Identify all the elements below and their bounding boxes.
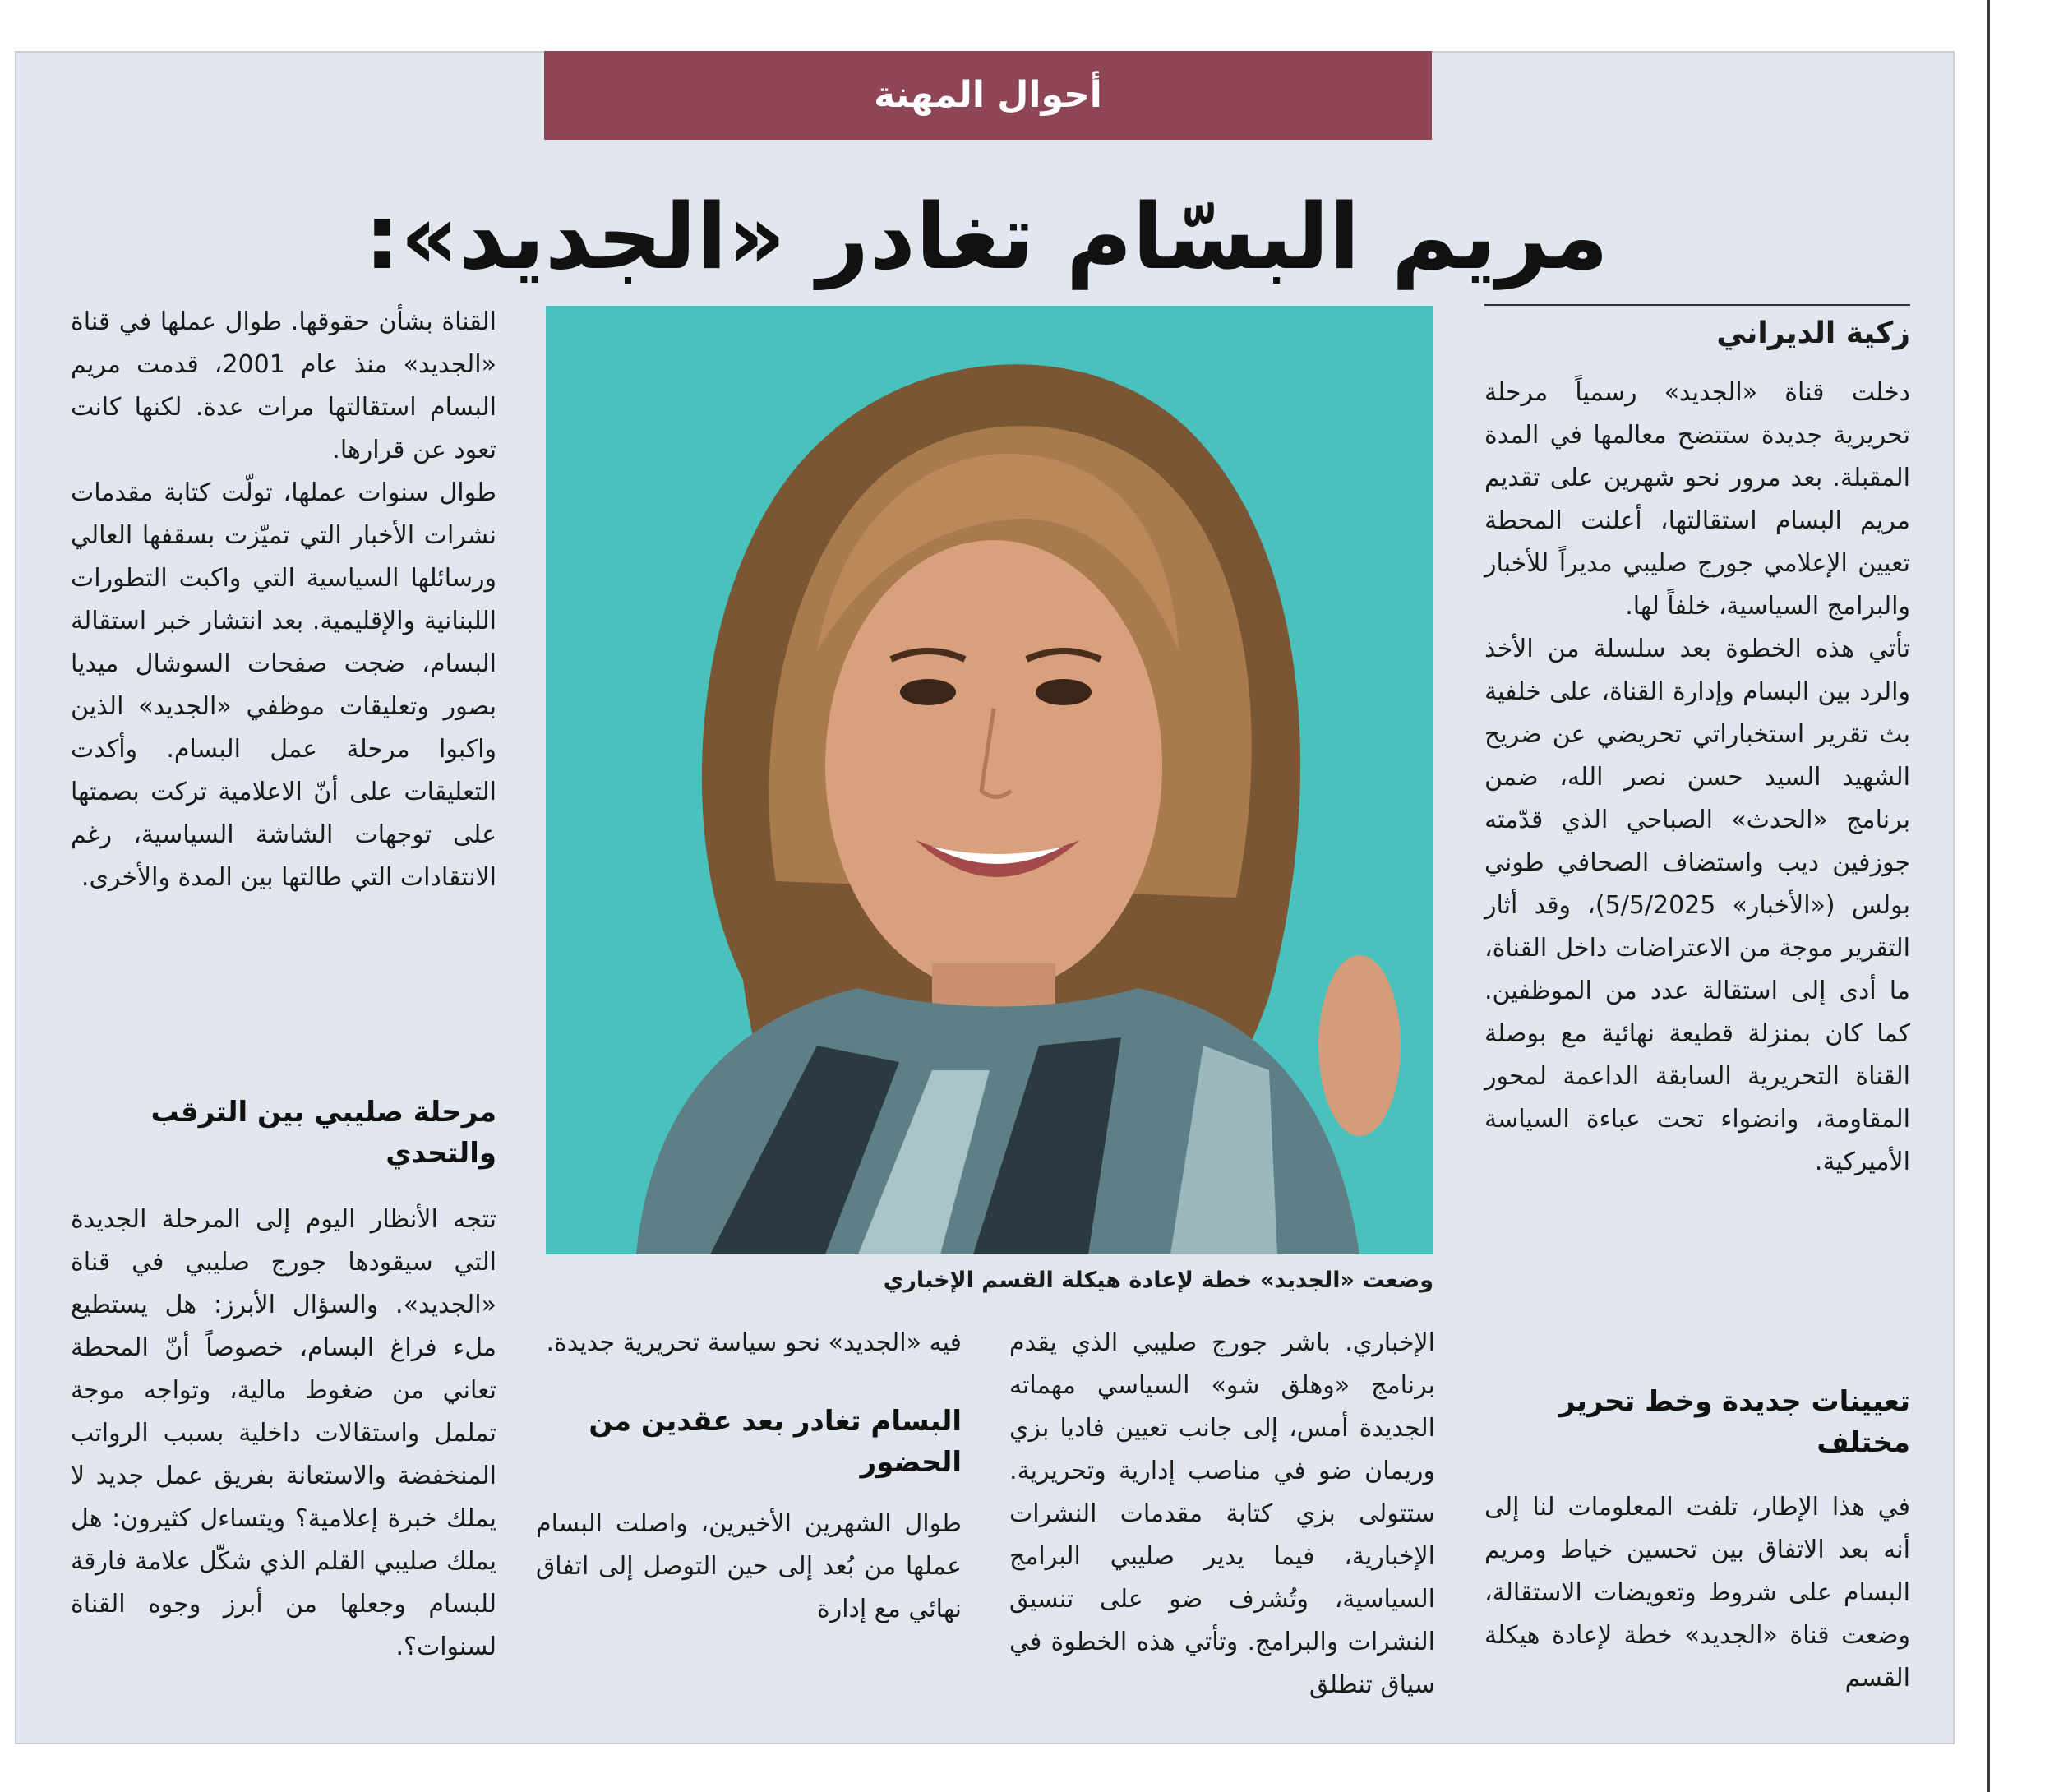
- article-column-middle-right: [1009, 1322, 1435, 1707]
- article-column-left: [71, 301, 496, 899]
- paragraph: طوال سنوات عملها، تولّت كتابة مقدمات نشرات الأخبار التي تميّزت بسقفها العالي ورسائلها السياسية التي واكبت التطورات اللبنانية والإقليمية. بعد انتشار خبر استقالة البسام، ضجت صفحات السوشال ميديا بصور وتعليقات موظفي «الجديد» الذين واكبوا مرحلة عمل البسام. وأكدت التعليقات على أنّ الاعلامية تركت بصمتها على توجهات الشاشة السياسية، رغم الانتقادات التي طالتها بين المدة والأخرى.: [71, 478, 496, 892]
- article-column-right: [1484, 372, 1910, 1184]
- article-column-right-lower: [1484, 1381, 1910, 1700]
- subheading: تعيينات جديدة وخط تحرير مختلف: [1558, 1385, 1910, 1459]
- paragraph: الإخباري. باشر جورج صليبي الذي يقدم برنامج «وهلق شو» السياسي مهماته الجديدة أمس، إلى جانب تعيين فاديا بزي وريمان ضو في مناصب إدارية وتحريرية. ستتولى بزي كتابة مقدمات النشرات الإخبارية، فيما يدير صليبي البرامج السياسية، وتُشرف ضو على تنسيق النشرات والبرامج. وتأتي هذه الخطوة في سياق تنطلق: [1009, 1328, 1435, 1699]
- photo-caption: وضعت «الجديد» خطة لإعادة هيكلة القسم الإخباري: [883, 1268, 1433, 1293]
- author-byline: زكية الديراني: [1716, 316, 1910, 350]
- paragraph: القناة بشأن حقوقها. طوال عملها في قناة «الجديد» منذ عام 2001، قدمت مريم البسام استقالتها مرات عدة. لكنها كانت تعود عن قرارها.: [71, 307, 496, 464]
- author-rule: [1484, 304, 1910, 306]
- article-column-middle-left: [536, 1322, 962, 1631]
- subheading: مرحلة صليبي بين الترقب والتحدي: [150, 1096, 496, 1170]
- paragraph: في هذا الإطار، تلفت المعلومات لنا إلى أنه بعد الاتفاق بين تحسين خياط ومريم البسام على شروط وتعويضات الاستقالة، وضعت قناة «الجديد» خطة لإعادة هيكلة القسم: [1484, 1493, 1910, 1693]
- article-column-left-lower: [71, 1092, 496, 1669]
- portrait-photo: [546, 306, 1433, 1254]
- article-headline: مريم البسّام تغادر «الجديد»:: [363, 184, 1609, 289]
- paragraph: تتجه الأنظار اليوم إلى المرحلة الجديدة التي سيقودها جورج صليبي في قناة «الجديد». والسؤال الأبرز: هل يستطيع ملء فراغ البسام، خصوصاً أنّ المحطة تعاني من ضغوط مالية، وتواجه موجة تململ واستقالات داخلية بسبب الرواتب المنخفضة والاستعانة بفريق عمل جديد لا يملك خبرة إعلامية؟ ويتساءل كثيرون: هل يملك صليبي القلم الذي شكّل علامة فارقة للبسام وجعلها من أبرز وجوه القناة لسنوات؟.: [71, 1205, 496, 1661]
- section-banner: أحوال المهنة: [544, 51, 1432, 140]
- portrait-illustration: [546, 306, 1433, 1254]
- page-edge-rule: [1987, 0, 1990, 1792]
- paragraph: فيه «الجديد» نحو سياسة تحريرية جديدة.: [546, 1328, 962, 1357]
- paragraph: دخلت قناة «الجديد» رسمياً مرحلة تحريرية جديدة ستتضح معالمها في المدة المقبلة. بعد مرور نحو شهرين على تقديم مريم البسام استقالتها، أعلنت المحطة تعيين الإعلامي جورج صليبي مديراً للأخبار والبرامج السياسية، خلفاً لها.: [1484, 378, 1910, 621]
- paragraph: طوال الشهرين الأخيرين، واصلت البسام عملها من بُعد إلى حين التوصل إلى اتفاق نهائي مع إدارة: [536, 1509, 962, 1623]
- paragraph: تأتي هذه الخطوة بعد سلسلة من الأخذ والرد بين البسام وإدارة القناة، على خلفية بث تقرير استخباراتي تحريضي عن ضريح الشهيد السيد حسن نصر الله، ضمن برنامج «الحدث» الصباحي الذي قدّمته جوزفين ديب واستضاف الصحافي طوني بولس («الأخبار» 5/5/2025)، وقد أثار التقرير موجة من الاعتراضات داخل القناة، ما أدى إلى استقالة عدد من الموظفين. كما كان بمنزلة قطيعة نهائية مع بوصلة القناة التحريرية السابقة الداعمة لمحور المقاومة، وانضواء تحت عباءة السياسة الأميركية.: [1484, 635, 1910, 1176]
- subheading: البسام تغادر بعد عقدين من الحضور: [589, 1405, 962, 1479]
